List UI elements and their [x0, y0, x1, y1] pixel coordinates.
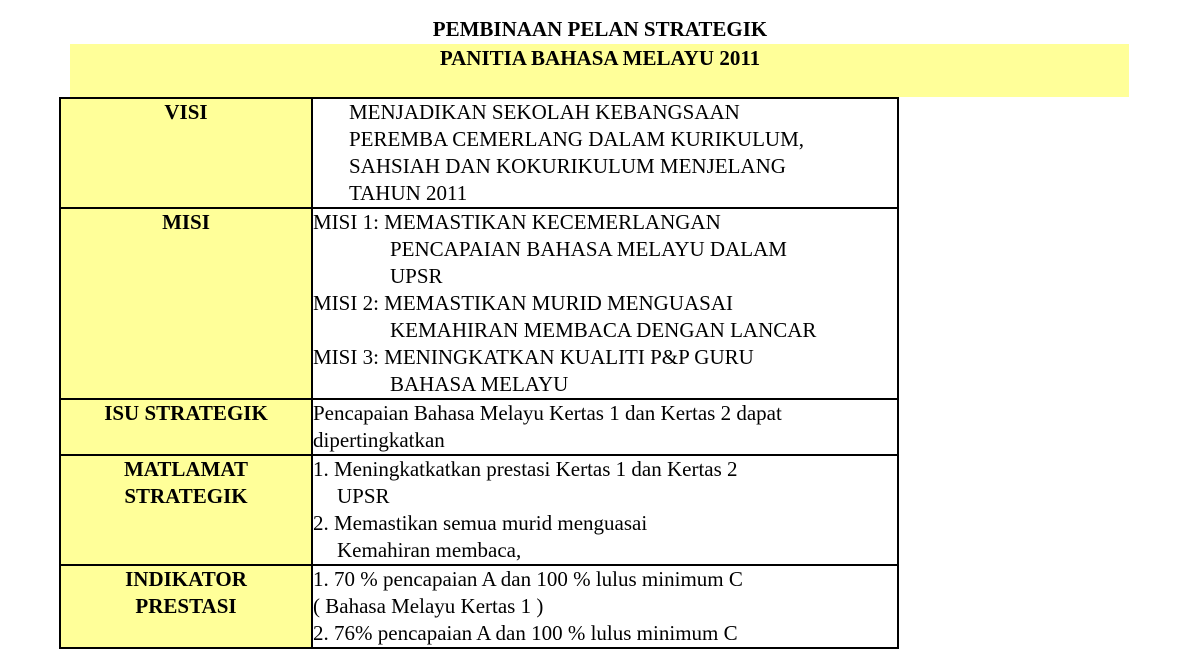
misi-line: MISI 3: MENINGKATKAN KUALITI P&P GURU: [313, 345, 754, 369]
document-subtitle: PANITIA BAHASA MELAYU 2011: [439, 46, 761, 70]
indikator-line: 1. 70 % pencapaian A dan 100 % lulus minimum C: [313, 567, 743, 591]
indikator-line: 2. 76% pencapaian A dan 100 % lulus minimum C: [313, 621, 738, 645]
row-label-isu-strategik: ISU STRATEGIK: [60, 399, 312, 455]
table-row-visi: [60, 98, 898, 208]
visi-line: SAHSIAH DAN KOKURIKULUM MENJELANG: [349, 154, 786, 178]
misi-line: KEMAHIRAN MEMBACA DENGAN LANCAR: [390, 318, 817, 342]
visi-line: TAHUN 2011: [349, 181, 468, 205]
matlamat-line: 2. Memastikan semua murid menguasai: [313, 511, 648, 535]
matlamat-line: Kemahiran membaca,: [337, 538, 522, 562]
table-row-misi: [60, 208, 898, 399]
misi-line: UPSR: [390, 264, 443, 288]
isu-line: dipertingkatkan: [313, 428, 445, 452]
misi-line: MISI 2: MEMASTIKAN MURID MENGUASAI: [313, 291, 734, 315]
misi-line: PENCAPAIAN BAHASA MELAYU DALAM: [390, 237, 787, 261]
table-row-isu: [60, 399, 898, 455]
document-title: PEMBINAAN PELAN STRATEGIK: [432, 17, 768, 41]
strategic-plan-table: [59, 97, 899, 649]
misi-line: BAHASA MELAYU: [390, 372, 569, 396]
row-label-visi: VISI: [60, 98, 312, 208]
visi-line: MENJADIKAN SEKOLAH KEBANGSAAN: [349, 100, 740, 124]
row-label-indikator-prestasi: INDIKATOR PRESTASI: [60, 565, 312, 648]
table-row-matlamat: [60, 455, 898, 565]
row-value-isu-strategik: [312, 399, 898, 455]
misi-line: MISI 1: MEMASTIKAN KECEMERLANGAN: [313, 210, 721, 234]
row-value-visi: [312, 98, 898, 208]
matlamat-line: UPSR: [337, 484, 390, 508]
row-value-misi: [312, 208, 898, 399]
row-value-matlamat-strategik: [312, 455, 898, 565]
matlamat-line: 1. Meningkatkatkan prestasi Kertas 1 dan Kertas 2: [313, 457, 738, 481]
indikator-line: ( Bahasa Melayu Kertas 1 ): [313, 594, 544, 618]
row-value-indikator-prestasi: [312, 565, 898, 648]
visi-line: PEREMBA CEMERLANG DALAM KURIKULUM,: [349, 127, 805, 151]
table-row-indikator: [60, 565, 898, 648]
row-label-misi: MISI: [60, 208, 312, 399]
row-label-matlamat-strategik: MATLAMAT STRATEGIK: [60, 455, 312, 565]
isu-line: Pencapaian Bahasa Melayu Kertas 1 dan Kertas 2 dapat: [313, 401, 782, 425]
